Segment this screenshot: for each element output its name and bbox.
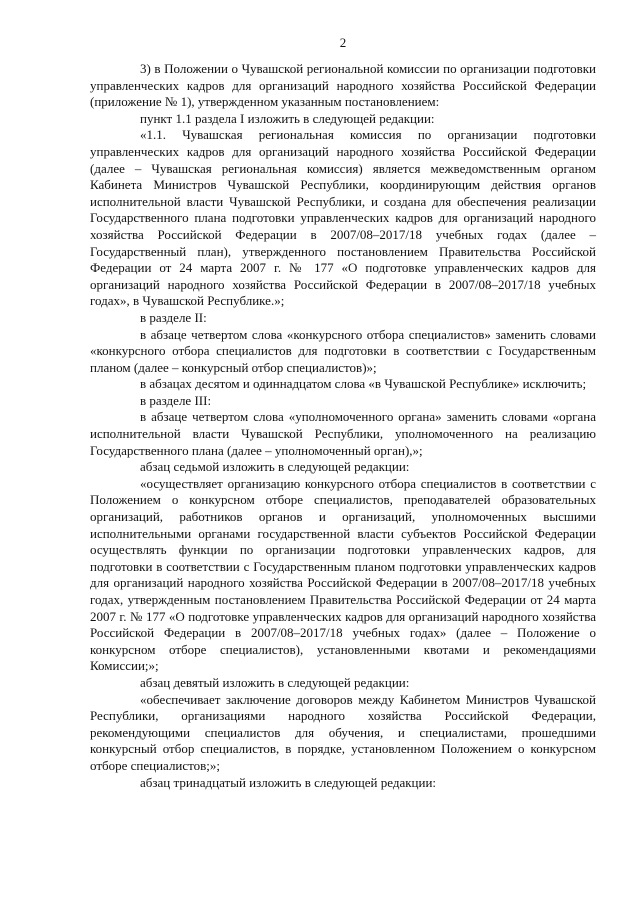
page-number: 2 <box>339 35 347 50</box>
paragraph-section-2-heading: в разделе II: <box>140 309 207 325</box>
paragraph-item-9-text: «обеспечивает заключение договоров между Кабинетом Министров Чувашской Республики, организациями народного хозяйства Российской Федерации, рекомендующими специалистов для обучения, и специалистами, прошедшими конкурсный отбор специалистов, в порядке, установленном Положением о конкурсном отборе специалистов;»; <box>90 691 596 773</box>
paragraph-section-2-items-10-11: в абзацах десятом и одиннадцатом слова «в Чувашской Республике» исключить; <box>140 376 587 392</box>
paragraph-section-3-heading: в разделе III: <box>140 392 212 408</box>
paragraph-item-7-text: «осуществляет организацию конкурсного отбора специалистов в соответствии с Положением о конкурсном отборе специалистов, преподавателей образовательных организаций, работников органов и организаций, уполномоченных высшими исполнительными органами государственной власти субъектов Российской Федерации осуществлять функции по организации подготовки управленческих кадров, для подготовки в соответствии с Государственным планом подготовки управленческих кадров для организаций народного хозяйства Российской Федерации в 2007/08–2017/18 учебных годах, утвержденным постановлением Правительства Российской Федерации от 24 марта 2007 г. № 177 «О подготовке управленческих кадров для организаций народного хозяйства Российской Федерации в 2007/08–2017/18 учебных годах» (далее – Положение о конкурсном отборе специалистов), установленными квотами и рекомендациями Комиссии;»; <box>90 475 596 674</box>
paragraph-item-9-instruction: абзац девятый изложить в следующей редакции: <box>140 674 410 690</box>
paragraph-amendment-intro: 3) в Положении о Чувашской региональной комиссии по организации подготовки управленческих кадров для организаций народного хозяйства Российской Федерации (приложение № 1), утвержденном указанным постановлением: <box>90 61 596 110</box>
paragraph-item-7-instruction: абзац седьмой изложить в следующей редакции: <box>140 459 410 475</box>
paragraph-clause-1-1-text: «1.1. Чувашская региональная комиссия по организации подготовки управленческих кадров для организаций народного хозяйства Российской Федерации (далее – Чувашская региональная комиссия) является межведомственным органом Кабинета Министров Чувашской Республики, координирующим действия органов исполнительной власти Чувашской Республики, и создана для обеспечения реализации Государственного плана подготовки управленческих кадров для организаций народного хозяйства Российской Федерации в 2007/08–2017/18 учебных годах (далее – Государственный план), утвержденного постановлением Правительства Российской Федерации от 24 марта 2007 г. № 177 «О подготовке управленческих кадров для организаций народного хозяйства Российской Федерации в 2007/08–2017/18 учебных годах», в Чувашской Республике.»; <box>90 127 596 309</box>
paragraph-section-2-item-4: в абзаце четвертом слова «конкурсного отбора специалистов» заменить словами «конкурсного отбора специалистов для подготовки в соответствии с Государственным планом (далее – конкурсный отбор специалистов)»; <box>90 326 596 375</box>
paragraph-section-3-item-4: в абзаце четвертом слова «уполномоченного органа» заменить словами «органа исполнительной власти Чувашской Республики, уполномоченного на реализацию Государственного плана (далее – уполномоченный орган),»; <box>90 409 596 458</box>
paragraph-item-13-instruction: абзац тринадцатый изложить в следующей редакции: <box>140 774 437 790</box>
paragraph-section-1-instruction: пункт 1.1 раздела I изложить в следующей редакции: <box>140 110 435 126</box>
